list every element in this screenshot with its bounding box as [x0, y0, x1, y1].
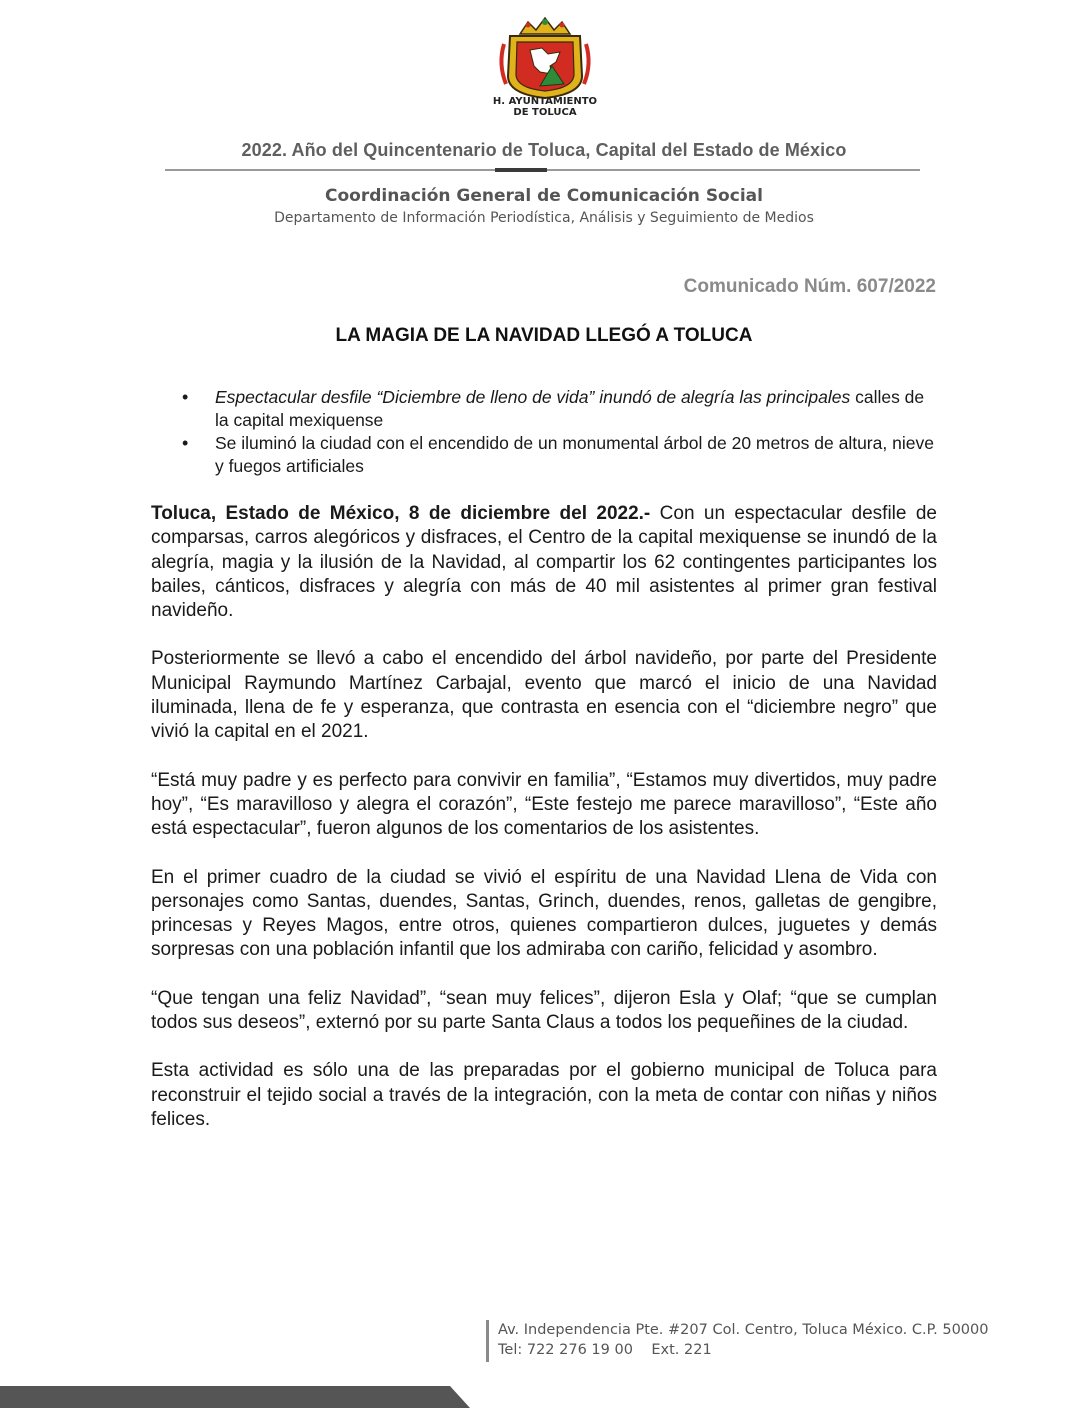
bullet-text: calles de la capital mexiquense — [215, 387, 925, 430]
bottom-decorative-band — [0, 1386, 1088, 1408]
footer-phone: Tel: 722 276 19 00 Ext. 221 — [498, 1342, 712, 1358]
coordination-title: Coordinación General de Comunicación Social — [325, 186, 763, 206]
header-divider-accent — [495, 168, 547, 172]
footer-divider — [486, 1320, 489, 1362]
paragraph: “Que tengan una feliz Navidad”, “sean muy felices”, dijeron Esla y Olaf; “que se cumplan todos sus deseos”, externó por su parte Santa Claus a todos los pequeñines de la ciudad. — [151, 987, 937, 1034]
footer-address: Av. Independencia Pte. #207 Col. Centro, Toluca México. C.P. 50000 — [498, 1322, 989, 1338]
headline: LA MAGIA DE LA NAVIDAD LLEGÓ A TOLUCA — [335, 325, 753, 346]
paragraph: “Está muy padre y es perfecto para convivir en familia”, “Estamos muy divertidos, muy padre hoy”, “Es maravilloso y alegra el corazón”, “Este festejo me parece maravilloso”, “Este año está espectacular”, fueron algunos de los comentarios de los asistentes. — [151, 769, 937, 840]
paragraph-text: Con un espectacular desfile de comparsas, carros alegóricos y disfraces, el Centro de la capital mexiquense se inundó de la alegría, magia y la ilusión de la Navidad, al compartir los 62 contingentes participantes los bailes, cánticos, disfraces y alegría con más de 40 mil asistentes al primer gran festival navideño. — [151, 503, 937, 622]
paragraph — [151, 502, 937, 623]
paragraph: Esta actividad es sólo una de las preparadas por el gobierno municipal de Toluca para reconstruir el tejido social a través de la integración, con la meta de contar con niñas y niños felices. — [151, 1060, 937, 1130]
release-number: Comunicado Núm. 607/2022 — [683, 276, 936, 297]
department-subtitle: Departamento de Información Periodística, Análisis y Seguimiento de Medios — [274, 210, 814, 226]
summary-bullets — [182, 386, 942, 478]
bullet-item — [182, 432, 942, 478]
dateline: Toluca, Estado de México, 8 de diciembre del 2022.- — [151, 503, 651, 524]
footer-contact — [498, 1320, 988, 1360]
article-body — [151, 502, 937, 1156]
paragraph: Posteriormente se llevó a cabo el encendido del árbol navideño, por parte del Presidente Municipal Raymundo Martínez Carbajal, evento que marcó el inicio de una Navidad iluminada, llena de fe y esperanza, que contrasta en esencia con el “diciembre negro” que vivió la capital en el 2021. — [151, 648, 937, 743]
bullet-text: Se iluminó la ciudad con el encendido de un monumental árbol de 20 metros de altura, nieve y fuegos artificiales — [215, 433, 934, 476]
logo-caption-line2: DE TOLUCA — [513, 107, 577, 118]
bullet-italic-text: Espectacular desfile “Diciembre de lleno de vida” inundó de alegría las principales — [215, 387, 851, 407]
year-motto: 2022. Año del Quincentenario de Toluca, Capital del Estado de México — [241, 140, 847, 160]
bullet-item — [182, 386, 942, 432]
logo-caption-line1: H. AYUNTAMIENTO — [492, 96, 598, 107]
paragraph: En el primer cuadro de la ciudad se vivió el espíritu de una Navidad Llena de Vida con personajes como Santas, duendes, Santas, Grinch, duendes, renos, galletas de gengibre, princesas y Reyes Magos, entre otros, quienes compartieron dulces, juguetes y demás sorpresas con una población infantil que los admiraba con cariño, felicidad y asombro. — [151, 866, 937, 961]
logo-caption — [470, 96, 620, 118]
